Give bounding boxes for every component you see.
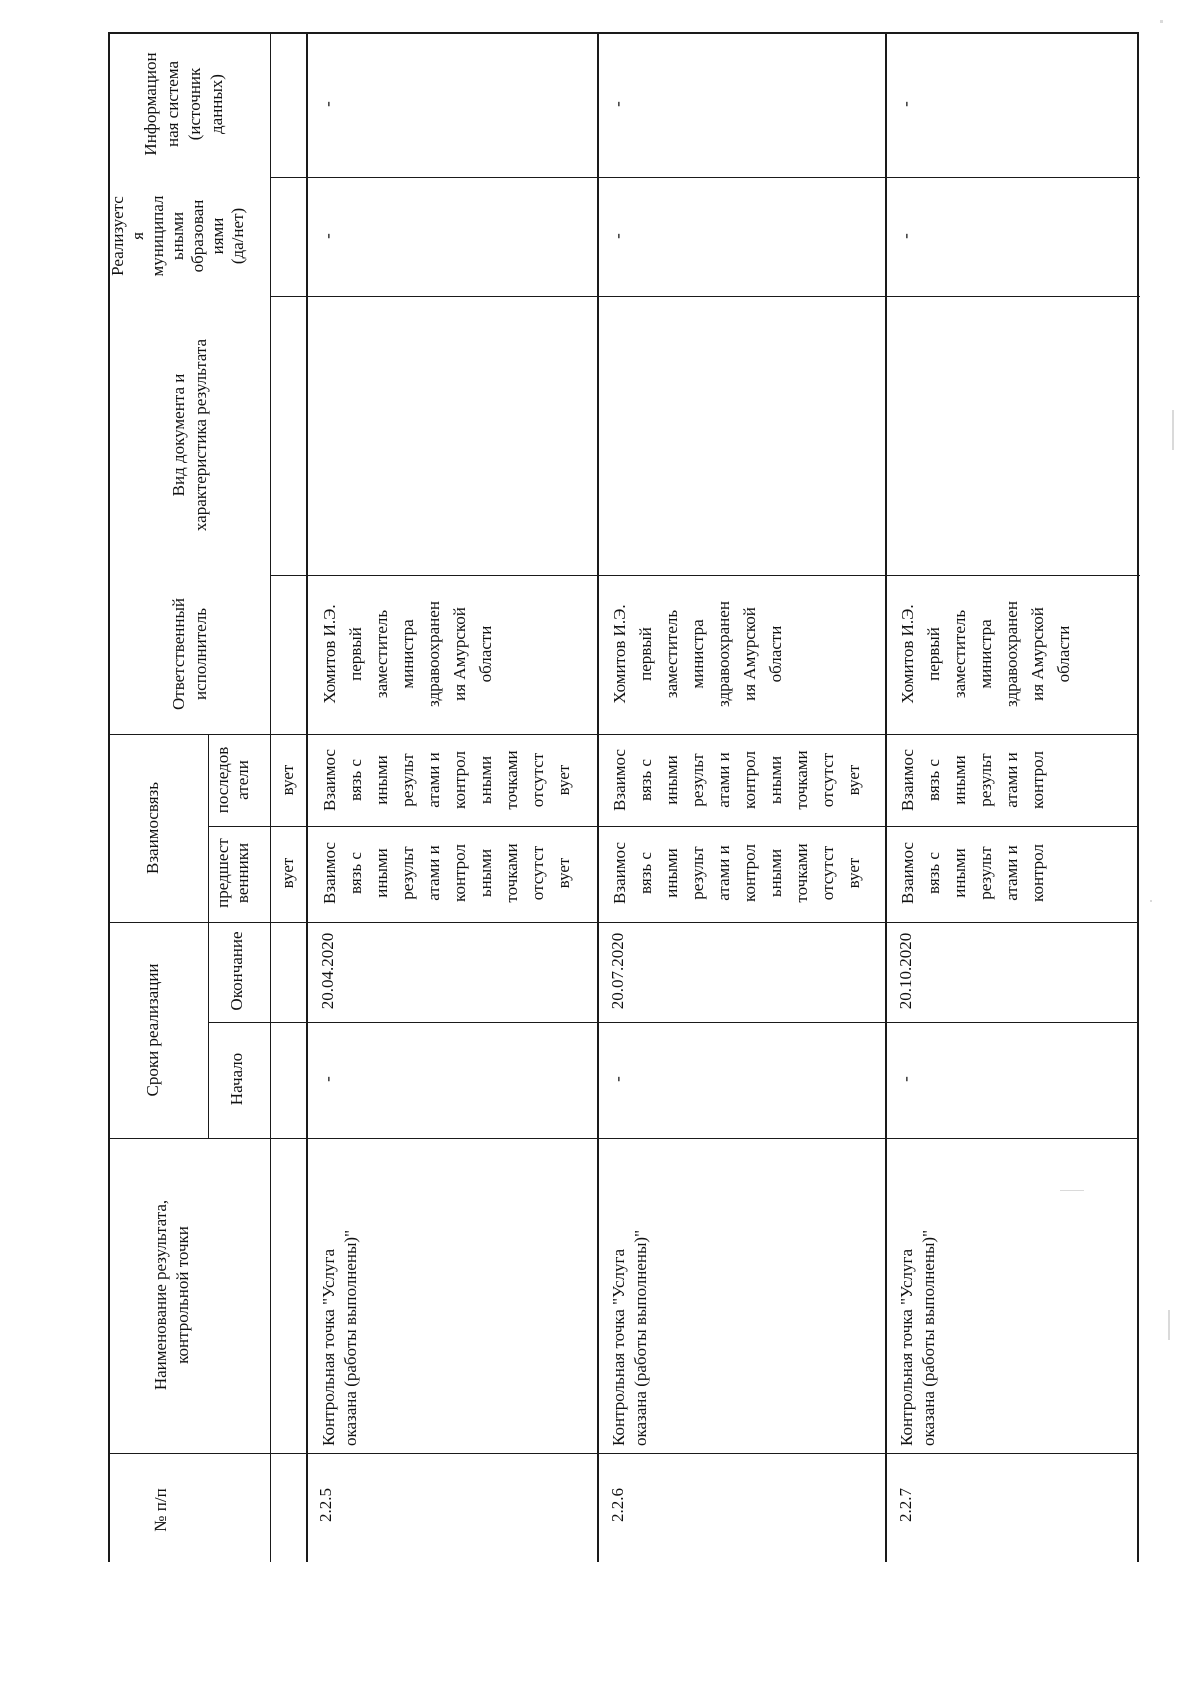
scan-noise <box>1150 900 1152 902</box>
header-num: № п/п <box>151 1488 170 1532</box>
line-header-bottom <box>270 32 271 1562</box>
line-row-top <box>306 32 308 1562</box>
scan-noise <box>1172 410 1174 450</box>
row-2-info: - <box>608 101 627 107</box>
row-2-num: 2.2.6 <box>608 1488 627 1522</box>
row-3-start: - <box>896 1076 915 1082</box>
row-2-start: - <box>608 1076 627 1082</box>
line-name-num <box>108 1453 1138 1454</box>
header-info: Информацион ная система (источник данных) <box>141 52 226 156</box>
row-3-pred: Взаимос вязь с иными результ атами и контрол <box>898 842 1047 904</box>
row-3-num: 2.2.7 <box>896 1488 915 1522</box>
scan-noise <box>1060 1190 1084 1191</box>
scan-noise <box>1168 1310 1170 1340</box>
line-row2-row3 <box>885 32 887 1562</box>
row-1-resp: Хомитов И.Э. первый заместитель министра здравоохранен ия Амурской области <box>320 601 495 707</box>
line-info-munic <box>270 177 1140 178</box>
row-2-pred: Взаимос вязь с иными результ атами и контрол ьными точками отсутст вует <box>610 842 863 904</box>
line-row1-row2 <box>597 32 599 1562</box>
header-doc: Вид документа и характеристика результата <box>169 338 210 532</box>
row-1-succ: Взаимос вязь с иными результ атами и контрол ьными точками отсутст вует <box>320 749 573 811</box>
line-munic-doc <box>270 296 1140 297</box>
header-terms: Сроки реализации <box>143 963 162 1097</box>
header-pred: предшест венники <box>213 838 252 908</box>
line-end-start <box>208 1022 1138 1023</box>
table-border-right <box>1137 32 1139 1562</box>
row-1-num: 2.2.5 <box>316 1488 335 1522</box>
row-3-name: Контрольная точка "Услуга оказана (работы выполнены)" <box>897 1229 938 1446</box>
header-end: Окончание <box>227 931 246 1011</box>
row-1-info: - <box>318 101 337 107</box>
row-2-resp: Хомитов И.Э. первый заместитель министра здравоохранен ия Амурской области <box>610 601 785 707</box>
header-start: Начало <box>227 1052 246 1106</box>
row-3-resp: Хомитов И.Э. первый заместитель министра здравоохранен ия Амурской области <box>898 601 1073 707</box>
row-2-munic: - <box>608 233 627 239</box>
line-start-name <box>108 1138 1138 1139</box>
row-1-pred: Взаимос вязь с иными результ атами и контрол ьными точками отсутст вует <box>320 842 573 904</box>
row-1-end: 20.04.2020 <box>318 932 337 1010</box>
row-3-succ: Взаимос вязь с иными результ атами и контрол <box>898 749 1047 811</box>
row-3-info: - <box>896 101 915 107</box>
scan-noise <box>1160 20 1163 23</box>
row-3-end: 20.10.2020 <box>896 932 915 1010</box>
header-name: Наименование результата, контрольной точки <box>151 1199 192 1391</box>
header-resp: Ответственный исполнитель <box>169 598 210 710</box>
line-subheader <box>208 734 209 1138</box>
row-3-munic: - <box>896 233 915 239</box>
header-succ: последов атели <box>213 746 252 814</box>
header-link: Взаимосвязь <box>143 782 162 875</box>
carry-pred: вует <box>278 857 297 889</box>
row-1-munic: - <box>318 233 337 239</box>
row-2-end: 20.07.2020 <box>608 932 627 1010</box>
row-2-succ: Взаимос вязь с иными результ атами и контрол ьными точками отсутст вует <box>610 749 863 811</box>
carry-succ: вует <box>278 764 297 796</box>
row-1-name: Контрольная точка "Услуга оказана (работы выполнены)" <box>319 1229 360 1446</box>
header-munic: Реализуетс я муниципал ьными образован иями (да/нет) <box>108 195 247 277</box>
row-1-start: - <box>318 1076 337 1082</box>
row-2-name: Контрольная точка "Услуга оказана (работы выполнены)" <box>609 1229 650 1446</box>
